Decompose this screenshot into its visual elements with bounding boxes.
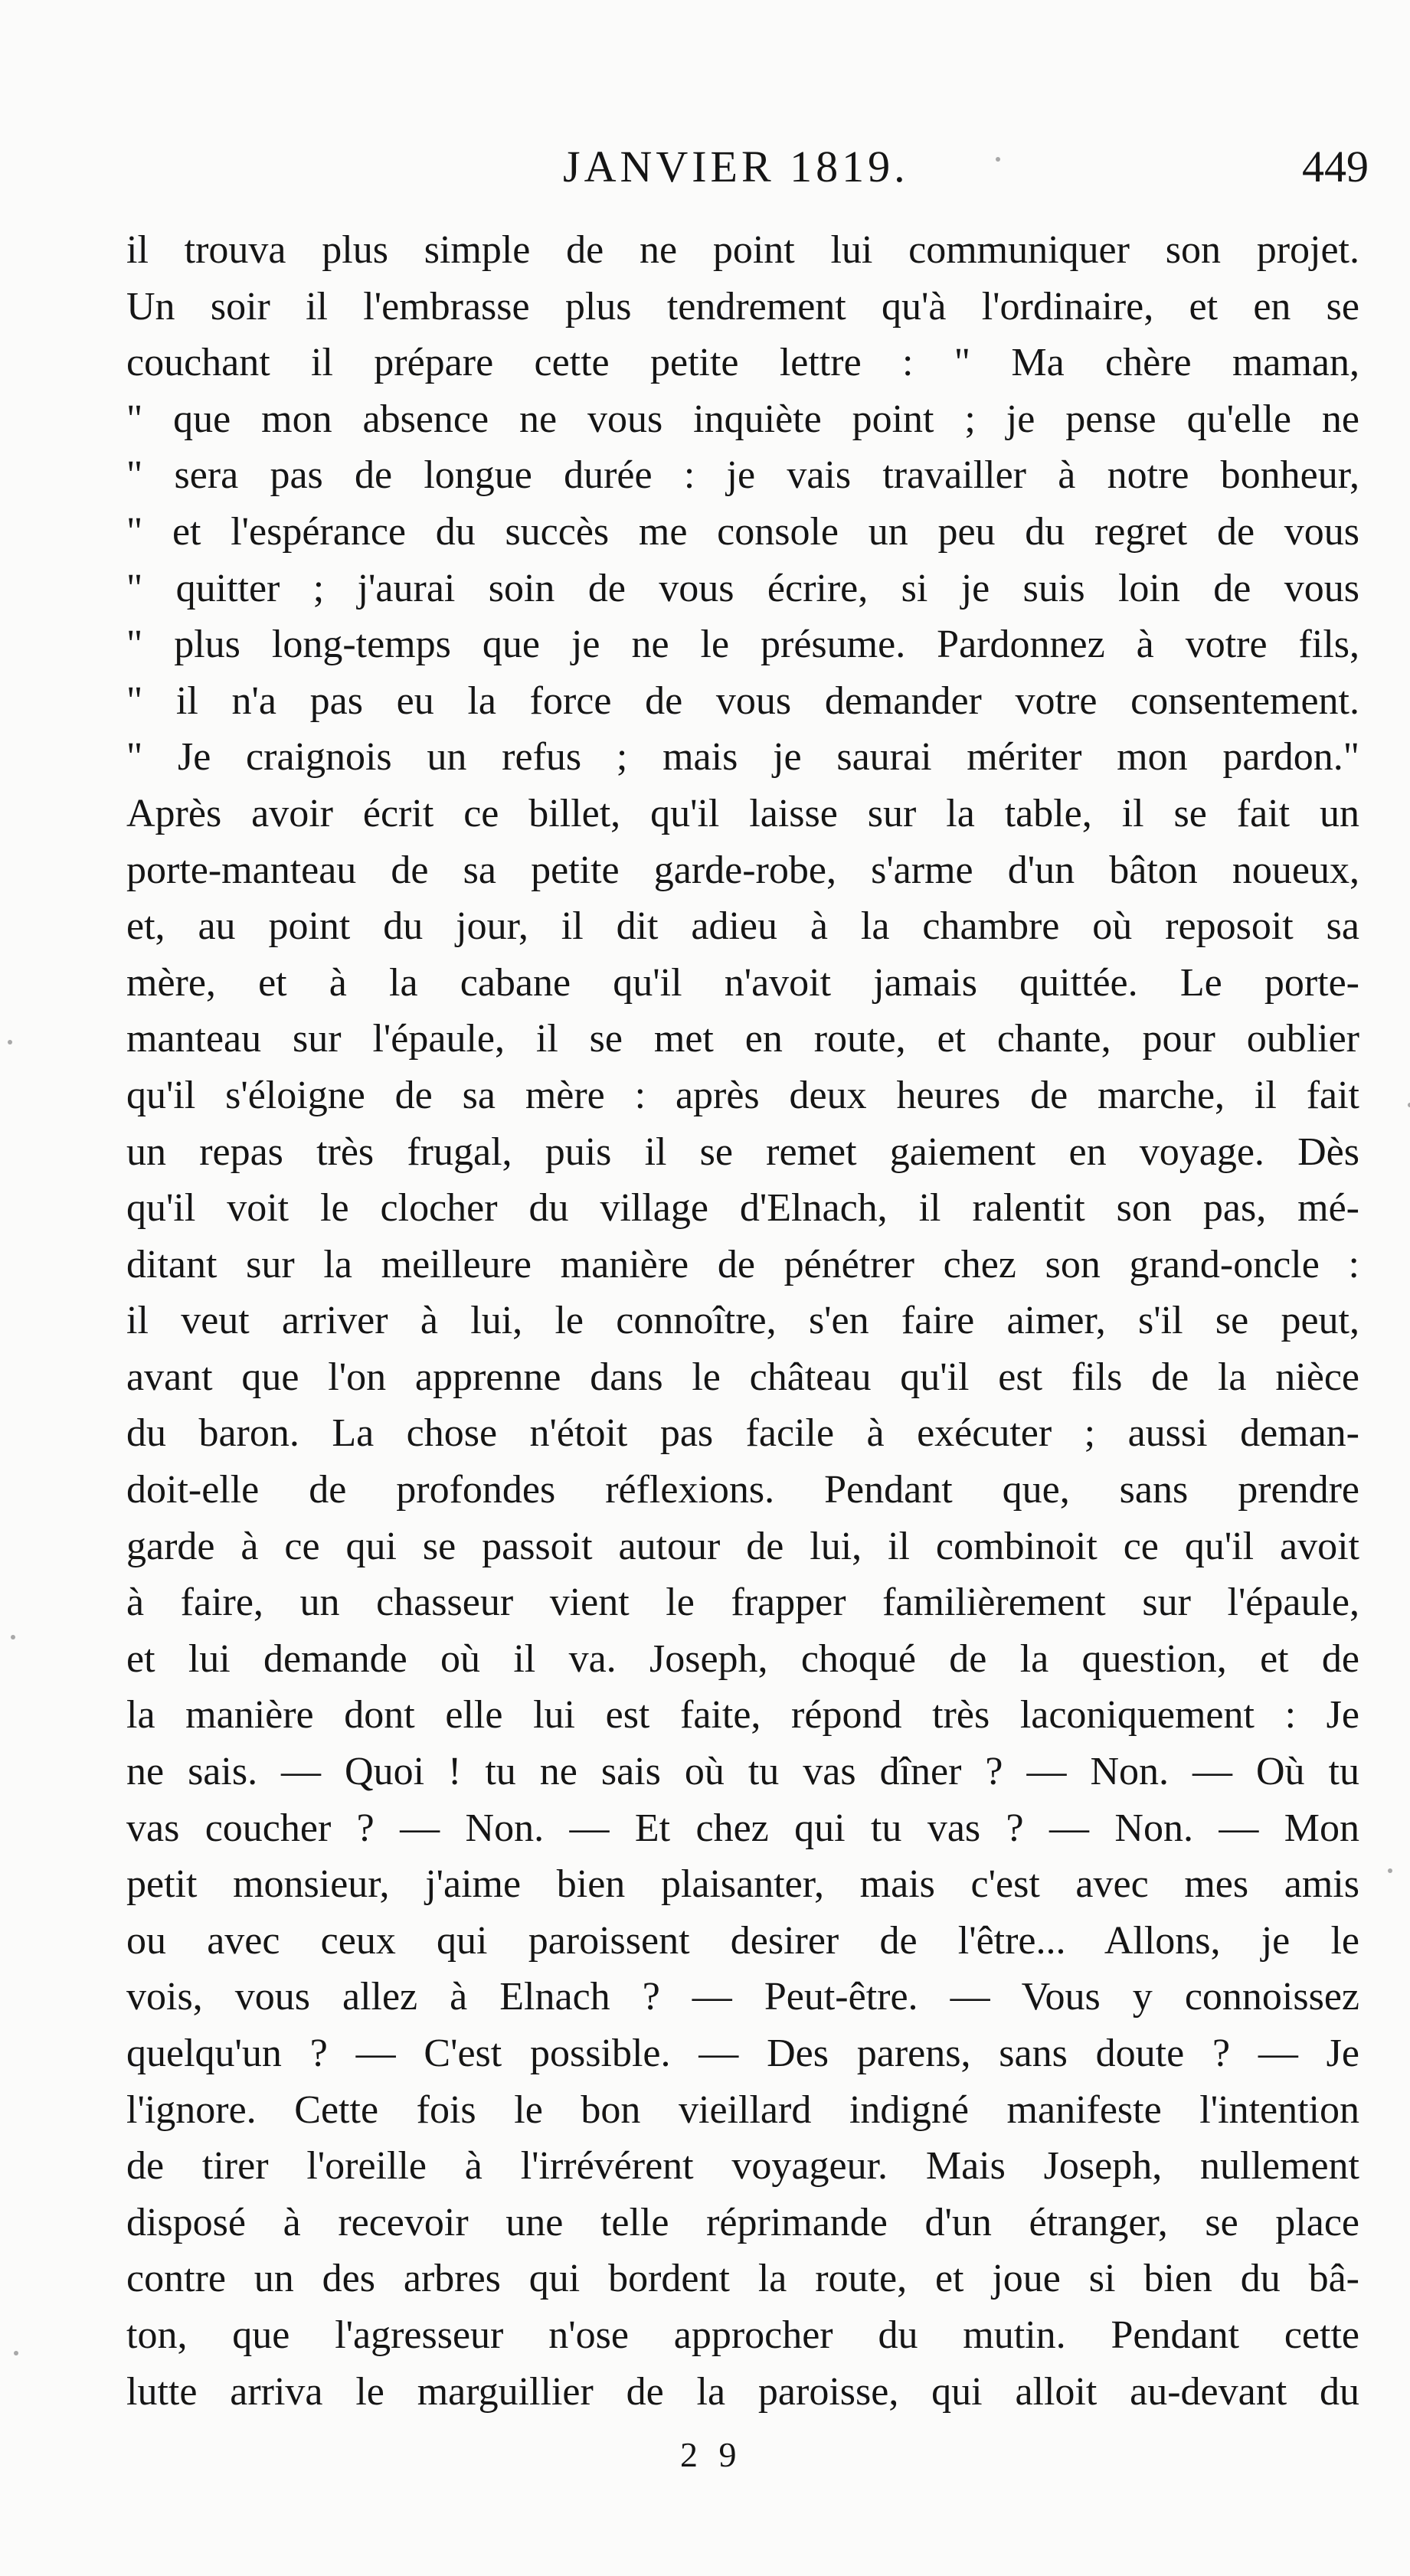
text-line: " Je craignois un refus ; mais je saurai mériter mon pardon." bbox=[126, 735, 1359, 780]
text-line: porte-manteau de sa petite garde-robe, s'arme d'un bâton noueux, bbox=[126, 848, 1359, 892]
text-line: lutte arriva le marguillier de la paroisse, qui alloit au-devant du bbox=[126, 2369, 1359, 2414]
text-line: contre un des arbres qui bordent la route, et joue si bien du bâ- bbox=[126, 2257, 1359, 2301]
text-line: à faire, un chasseur vient le frapper familièrement sur l'épaule, bbox=[126, 1581, 1359, 1625]
text-line: un repas très frugal, puis il se remet gaiement en voyage. Dès bbox=[126, 1129, 1359, 1174]
text-line: avant que l'on apprenne dans le château qu'il est fils de la nièce bbox=[126, 1355, 1359, 1399]
scan-speck bbox=[14, 2351, 18, 2355]
text-line: " plus long-temps que je ne le présume. Pardonnez à votre fils, bbox=[126, 623, 1359, 667]
text-line: la manière dont elle lui est faite, répond très laconiquement : Je bbox=[126, 1693, 1359, 1737]
scan-speck bbox=[1388, 1868, 1392, 1873]
text-line: mère, et à la cabane qu'il n'avoit jamais quittée. Le porte- bbox=[126, 960, 1359, 1005]
text-line: ou avec ceux qui paroissent desirer de l'être... Allons, je le bbox=[126, 1918, 1359, 1963]
text-line: du baron. La chose n'étoit pas facile à exécuter ; aussi deman- bbox=[126, 1411, 1359, 1456]
text-line: " il n'a pas eu la force de vous demander votre consentement. bbox=[126, 678, 1359, 723]
text-line: petit monsieur, j'aime bien plaisanter, mais c'est avec mes amis bbox=[126, 1862, 1359, 1907]
text-line: disposé à recevoir une telle réprimande d'un étranger, se place bbox=[126, 2200, 1359, 2244]
text-line: il veut arriver à lui, le connoître, s'en faire aimer, s'il se peut, bbox=[126, 1299, 1359, 1343]
text-line: garde à ce qui se passoit autour de lui, il combinoit ce qu'il avoit bbox=[126, 1524, 1359, 1568]
text-line: " quitter ; j'aurai soin de vous écrire, si je suis loin de vous bbox=[126, 566, 1359, 610]
text-line: l'ignore. Cette fois le bon vieillard indigné manifeste l'intention bbox=[126, 2087, 1359, 2132]
running-title: JANVIER 1819. bbox=[563, 142, 909, 191]
text-line: qu'il s'éloigne de sa mère : après deux heures de marche, il fait bbox=[126, 1073, 1359, 1117]
body-text bbox=[126, 222, 1359, 2420]
text-line: doit-elle de profondes réflexions. Pendant que, sans prendre bbox=[126, 1468, 1359, 1512]
page-header bbox=[0, 136, 1410, 198]
scan-speck bbox=[996, 157, 1000, 162]
signature-mark: 2 9 bbox=[680, 2435, 743, 2474]
text-line: il trouva plus simple de ne point lui communiquer son projet. bbox=[126, 228, 1359, 272]
text-line: ne sais. — Quoi ! tu ne sais où tu vas dîner ? — Non. — Où tu bbox=[126, 1750, 1359, 1794]
scan-speck bbox=[8, 1040, 12, 1044]
text-line: " sera pas de longue durée : je vais travailler à notre bonheur, bbox=[126, 453, 1359, 498]
text-line: Après avoir écrit ce billet, qu'il laisse sur la table, il se fait un bbox=[126, 791, 1359, 835]
text-line: quelqu'un ? — C'est possible. — Des parens, sans doute ? — Je bbox=[126, 2032, 1359, 2075]
text-line: de tirer l'oreille à l'irrévérent voyageur. Mais Joseph, nullement bbox=[126, 2144, 1359, 2189]
text-line: et lui demande où il va. Joseph, choqué de la question, et de bbox=[126, 1636, 1359, 1681]
text-line: vois, vous allez à Elnach ? — Peut-être. — Vous y connoissez bbox=[126, 1975, 1359, 2019]
text-line: Un soir il l'embrasse plus tendrement qu'à l'ordinaire, et en se bbox=[126, 284, 1359, 329]
text-line: vas coucher ? — Non. — Et chez qui tu vas ? — Non. — Mon bbox=[126, 1806, 1359, 1850]
text-line: ditant sur la meilleure manière de pénétrer chez son grand-oncle : bbox=[126, 1242, 1359, 1286]
text-line: " que mon absence ne vous inquiète point ; je pense qu'elle ne bbox=[126, 397, 1359, 441]
text-line: et, au point du jour, il dit adieu à la chambre où reposoit sa bbox=[126, 904, 1359, 949]
text-line: couchant il prépare cette petite lettre : " Ma chère maman, bbox=[126, 341, 1359, 385]
text-line: " et l'espérance du succès me console un peu du regret de vous bbox=[126, 509, 1359, 554]
scan-speck bbox=[11, 1635, 15, 1639]
text-line: qu'il voit le clocher du village d'Elnach, il ralentit son pas, mé- bbox=[126, 1186, 1359, 1231]
text-line: manteau sur l'épaule, il se met en route, et chante, pour oublier bbox=[126, 1017, 1359, 1061]
page-number: 449 bbox=[1302, 142, 1369, 191]
text-line: ton, que l'agresseur n'ose approcher du mutin. Pendant cette bbox=[126, 2313, 1359, 2357]
